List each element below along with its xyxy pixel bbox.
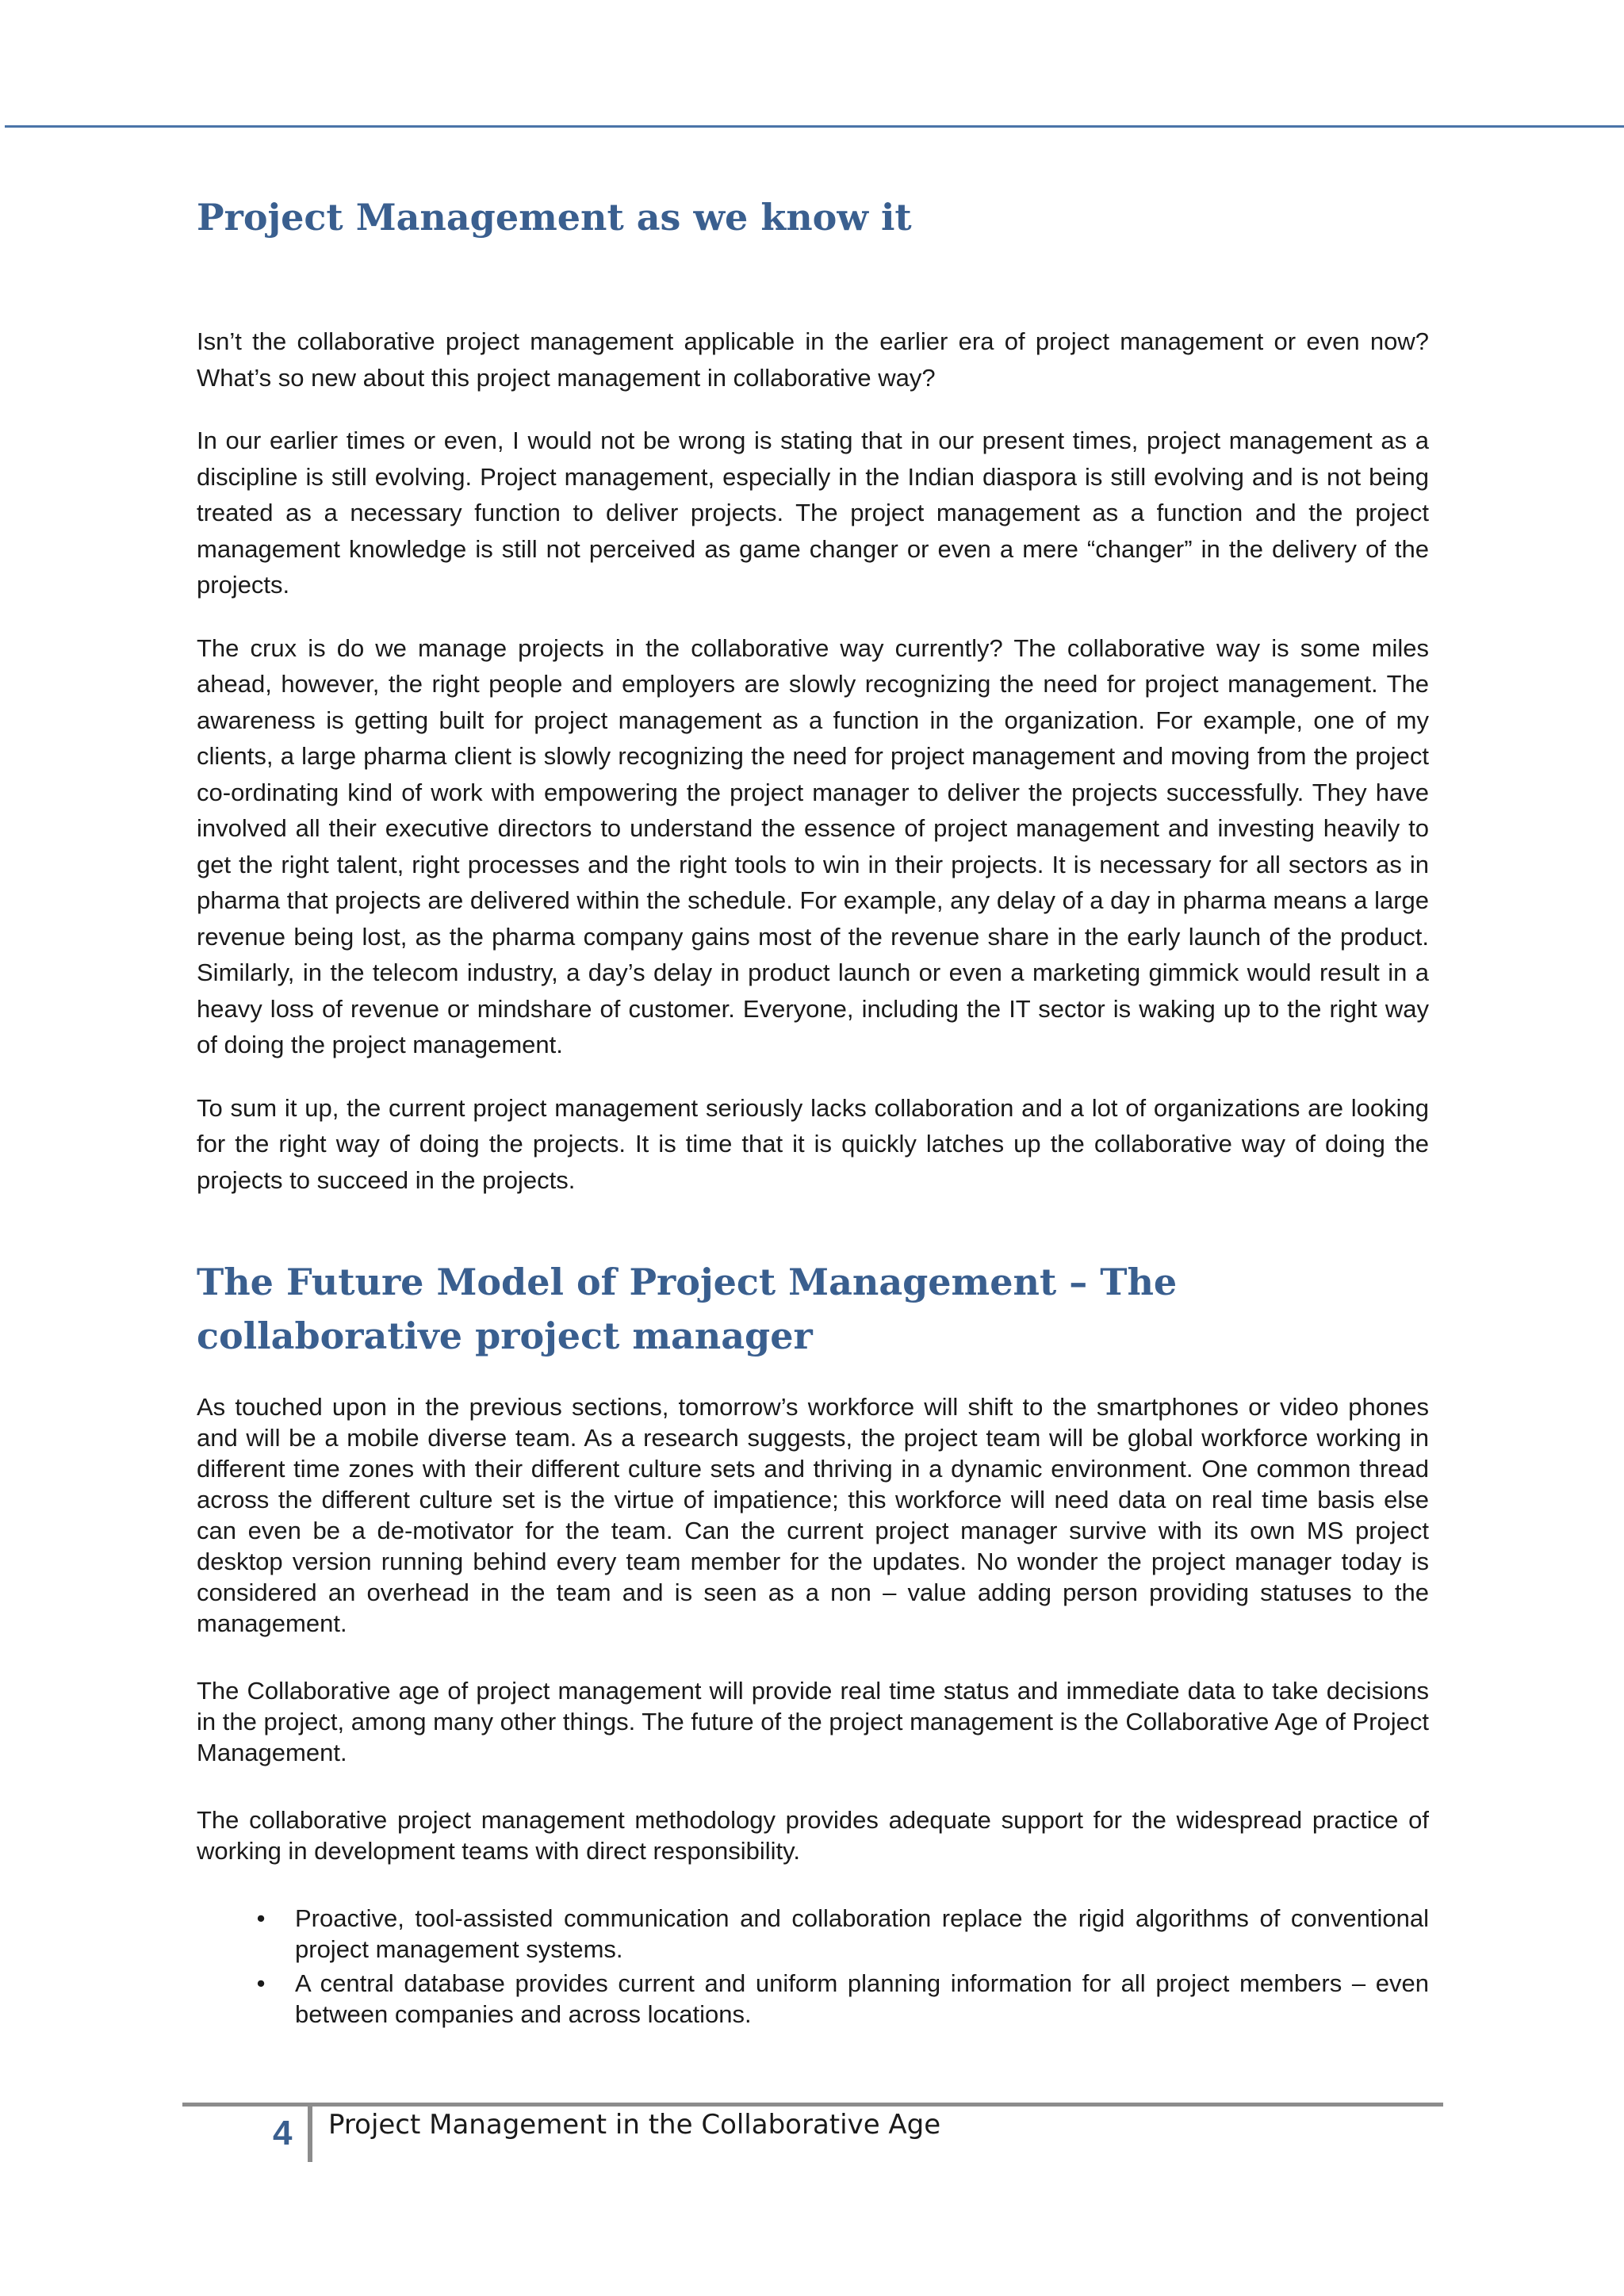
header-rule xyxy=(5,125,1624,128)
bullet-list xyxy=(197,1903,1429,2030)
section-heading-current-pm: Project Management as we know it xyxy=(197,196,912,239)
paragraph: In our earlier times or even, I would not be wrong is stating that in our present times, project management as a discipline is still evolving. Project management, especially in the Indian diaspora is still evolving and is not being treated as a necessary function to deliver projects. The project management as a function and the project management knowledge is still not perceived as game changer or even a mere “changer” in the delivery of the projects. xyxy=(197,427,1429,599)
list-item xyxy=(197,1903,1429,1965)
bullet-icon: • xyxy=(256,1969,266,1997)
paragraph: Isn’t the collaborative project management applicable in the earlier era of project management or even now? What’s so new about this project management in collaborative way? xyxy=(197,327,1429,392)
paragraph: As touched upon in the previous sections, tomorrow’s workforce will shift to the smartphones or video phones and will be a mobile diverse team. As a research suggests, the project team will be global workforce working in different time zones with their different culture sets and thriving in a dynamic environment. One common thread across the different culture set is the virtue of impatience; this workforce will need data on real time basis else can even be a de-motivator for the team. Can the current project manager survive with its own MS project desktop version running behind every team member for the updates. No wonder the project manager today is considered an overhead in the team and is seen as a non – value adding person providing statuses to the management. xyxy=(197,1393,1429,1637)
section-heading-future-model: The Future Model of Project Management – The collaborative project manager xyxy=(197,1261,1178,1357)
paragraph: The collaborative project management methodology provides adequate support for the widespread practice of working in development teams with direct responsibility. xyxy=(197,1806,1429,1865)
bullet-icon: • xyxy=(256,1904,266,1932)
paragraph: The crux is do we manage projects in the collaborative way currently? The collaborative way is some miles ahead, however, the right people and employers are slowly recognizing the need for project management. The awareness is getting built for project management as a function in the organization. For example, one of my clients, a large pharma client is slowly recognizing the need for project management and moving from the project co-ordinating kind of work with empowering the project manager to deliver the projects successfully. They have involved all their executive directors to understand the essence of project management and investing heavily to get the right talent, right processes and the right tools to win in their projects. It is necessary for all sectors as in pharma that projects are delivered within the schedule. For example, any delay of a day in pharma means a large revenue being lost, as the pharma company gains most of the revenue share in the early launch of the product. Similarly, in the telecom industry, a day’s delay in product launch or even a marketing gimmick would result in a heavy loss of revenue or mindshare of customer. Everyone, including the IT sector is waking up to the right way of doing the project management. xyxy=(197,633,1429,1058)
footer-divider xyxy=(308,2107,312,2162)
paragraph: The Collaborative age of project management will provide real time status and immediate data to take decisions in the project, among many other things. The future of the project management is the Collaborative Age of Project Management. xyxy=(197,1677,1429,1766)
list-item xyxy=(197,1968,1429,2030)
list-item-text: Proactive, tool-assisted communication and collaboration replace the rigid algorithms of conventional project management systems. xyxy=(295,1904,1429,1963)
footer-title: Project Management in the Collaborative Age xyxy=(328,2109,941,2141)
page-content xyxy=(197,190,1429,2033)
paragraph: To sum it up, the current project management seriously lacks collaboration and a lot of organizations are looking for the right way of doing the projects. It is time that it is quickly latches up the collaborative way of doing the projects to succeed in the projects. xyxy=(197,1093,1429,1194)
list-item-text: A central database provides current and uniform planning information for all project members – even between companies and across locations. xyxy=(295,1969,1429,2028)
page-number: 4 xyxy=(273,2114,293,2152)
footer-rule xyxy=(182,2103,1443,2107)
